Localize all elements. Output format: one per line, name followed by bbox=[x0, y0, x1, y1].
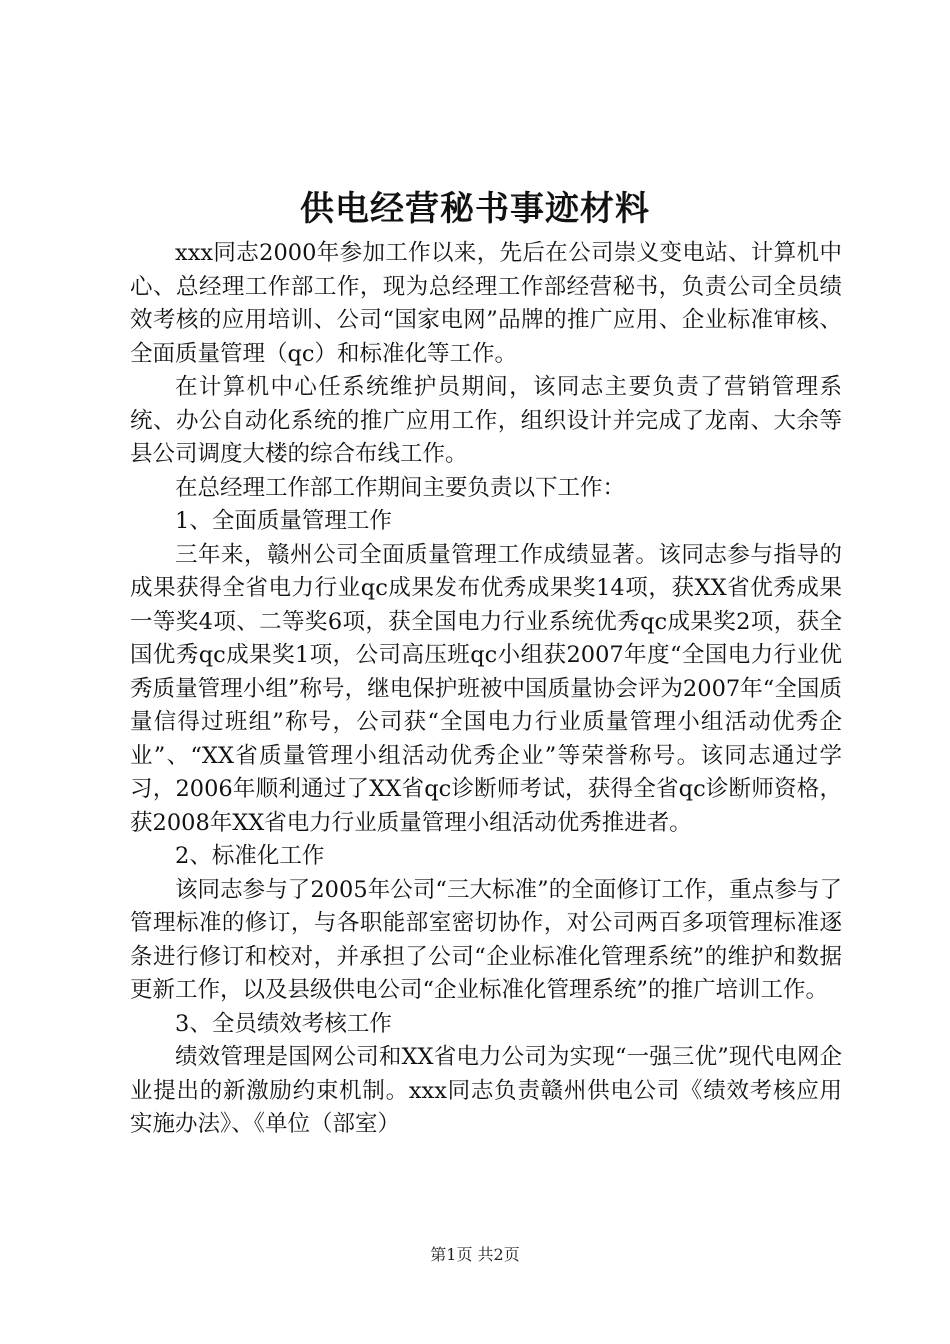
paragraph-standardization: 该同志参与了2005年公司“三大标准”的全面修订工作，重点参与了管理标准的修订，与各职能部室密切协作，对公司两百多项管理标准逐条进行修订和校对，并承担了公司“企业标准化管理系统”的维护和数据更新工作，以及县级供电公司“企业标准化管理系统”的推广培训工作。 bbox=[130, 876, 842, 1003]
section-heading-quality: 1、全面质量管理工作 bbox=[175, 508, 392, 534]
section-heading-performance: 3、全员绩效考核工作 bbox=[175, 1010, 392, 1037]
paragraph-computer-center: 在计算机中心任系统维护员期间，该同志主要负责了营销管理系统、办公自动化系统的推广应用工作，组织设计并完成了龙南、大余等县公司调度大楼的综合布线工作。 bbox=[130, 374, 842, 467]
paragraph-performance: 绩效管理是国网公司和XX省电力公司为实现“一强三优”现代电网企业提出的新激励约束机制。xxx同志负责赣州供电公司《绩效考核应用实施办法》、《单位（部室） bbox=[130, 1044, 842, 1137]
paragraph-intro: xxx同志2000年参加工作以来，先后在公司崇义变电站、计算机中心、总经理工作部工作，现为总经理工作部经营秘书，负责公司全员绩效考核的应用培训、公司“国家电网”品牌的推广应用、企业标准审核、全面质量管理（qc）和标准化等工作。 bbox=[130, 240, 842, 367]
page-footer: 第1页 共2页 bbox=[430, 1245, 520, 1264]
paragraph-duties-intro: 在总经理工作部工作期间主要负责以下工作： bbox=[175, 474, 626, 501]
document-title: 供电经营秘书事迹材料 bbox=[300, 189, 650, 229]
paragraph-quality: 三年来，赣州公司全面质量管理工作成绩显著。该同志参与指导的成果获得全省电力行业qc成果发布优秀成果奖14项，获XX省优秀成果一等奖4项、二等奖6项，获全国电力行业系统优秀qc成果奖2项，获全国优秀qc成果奖1项，公司高压班qc小组获2007年度“全国电力行业优秀质量管理小组”称号，继电保护班被中国质量协会评为2007年“全国质量信得过班组”称号，公司获“全国电力行业质量管理小组活动优秀企业”、“XX省质量管理小组活动优秀企业”等荣誉称号。该同志通过学习，2006年顺利通过了XX省qc诊断师考试，获得全省qc诊断师资格，获2008年XX省电力行业质量管理小组活动优秀推进者。 bbox=[130, 541, 842, 836]
section-heading-standardization: 2、标准化工作 bbox=[175, 843, 325, 869]
document-body bbox=[130, 237, 842, 1142]
